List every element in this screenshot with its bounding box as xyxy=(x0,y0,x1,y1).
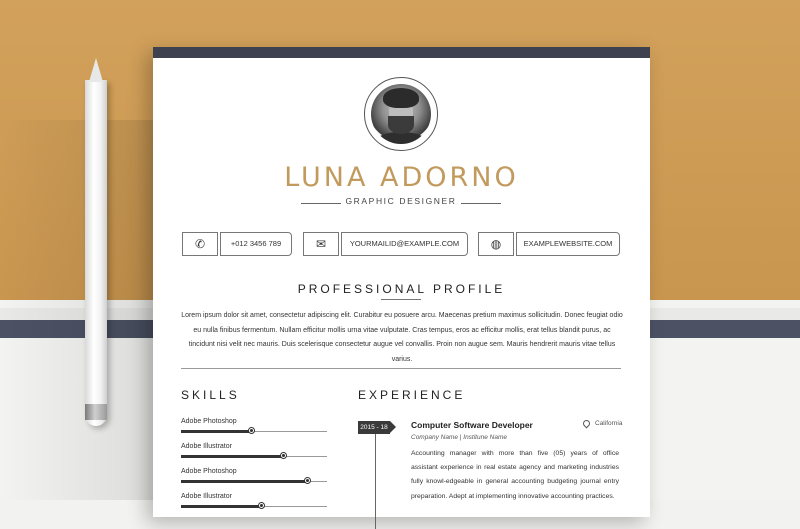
experience-timeline xyxy=(375,429,376,529)
contact-phone xyxy=(182,232,292,256)
section-divider xyxy=(181,368,621,369)
job-title: Computer Software Developer xyxy=(411,420,533,430)
contact-phone-text: +012 3456 789 xyxy=(220,232,292,256)
contact-email xyxy=(303,232,468,256)
profile-photo xyxy=(364,77,438,151)
job-location-text: California xyxy=(595,420,623,428)
skill-label: Adobe Photoshop xyxy=(181,468,237,475)
resume-paper xyxy=(153,47,650,517)
location-pin-icon xyxy=(582,419,592,429)
profile-underline xyxy=(381,299,421,300)
skill-fill xyxy=(181,480,307,483)
skill-item xyxy=(181,493,329,513)
profile-title: PROFESSIONAL PROFILE xyxy=(297,282,506,296)
contact-email-text: YOURMAILID@EXAMPLE.COM xyxy=(341,232,468,256)
skill-knob xyxy=(304,477,311,484)
job-description: Accounting manager with more than five (05) years of office assistant experience in real estate agency and marketing industries fully knowl-edgeable in general accounting budgeting journal entry preparation. Adept at implementing innovative accounting practices. xyxy=(411,450,619,500)
job-company: Company Name | Institune Name xyxy=(411,434,507,441)
stylus-body xyxy=(85,80,107,426)
stylus-pencil xyxy=(85,58,107,428)
skill-knob xyxy=(258,502,265,509)
background-shadow xyxy=(0,120,160,500)
job-location xyxy=(583,420,622,427)
skill-label: Adobe Illustrator xyxy=(181,493,232,500)
globe-icon: ◍ xyxy=(478,232,514,256)
profile-photo-image xyxy=(371,84,431,144)
photo-hair xyxy=(383,88,419,108)
stylus-band xyxy=(85,404,107,420)
skill-item xyxy=(181,468,329,488)
skills-title: SKILLS xyxy=(181,388,240,402)
subtitle-line-left xyxy=(301,203,341,204)
subtitle-line-right xyxy=(461,203,501,204)
skill-label: Adobe Photoshop xyxy=(181,418,237,425)
stylus-tip xyxy=(89,58,103,82)
skill-knob xyxy=(280,452,287,459)
skill-fill xyxy=(181,505,261,508)
mail-icon: ✉ xyxy=(303,232,339,256)
contact-website xyxy=(478,232,620,256)
resume-subtitle-block xyxy=(301,196,501,210)
phone-icon: ✆ xyxy=(182,232,218,256)
skill-knob xyxy=(248,427,255,434)
skill-fill xyxy=(181,455,283,458)
skill-item xyxy=(181,443,329,463)
job-date-tag: 2015 - 18 xyxy=(358,421,390,434)
profile-text: Lorem ipsum dolor sit amet, consectetur adipiscing elit. Curabitur eu posuere arcu. Maecenas pretium maximus sollicitudin. Donec feugiat odio eu nulla finibus fermentum. Nullam efficitur mollis urna vitae vulputate. Cras tempus, eros ac efficitur mollis, erat tellus blandit purus, ac tincidunt nisi velit nec mauris. Duis scelerisque consectetur augue vel convallis. Proin non augue sem. Mauris hendrerit mauris vitae tellus varius. xyxy=(181,312,623,363)
photo-beard xyxy=(388,116,414,134)
resume-subtitle: GRAPHIC DESIGNER xyxy=(345,196,457,206)
skill-label: Adobe Illustrator xyxy=(181,443,232,450)
resume-name: LUNA ADORNO xyxy=(284,162,519,193)
experience-title: EXPERIENCE xyxy=(358,388,466,402)
contact-website-text: EXAMPLEWEBSITE.COM xyxy=(516,232,620,256)
resume-top-bar xyxy=(153,47,650,58)
skill-item xyxy=(181,418,329,438)
skill-fill xyxy=(181,430,251,433)
